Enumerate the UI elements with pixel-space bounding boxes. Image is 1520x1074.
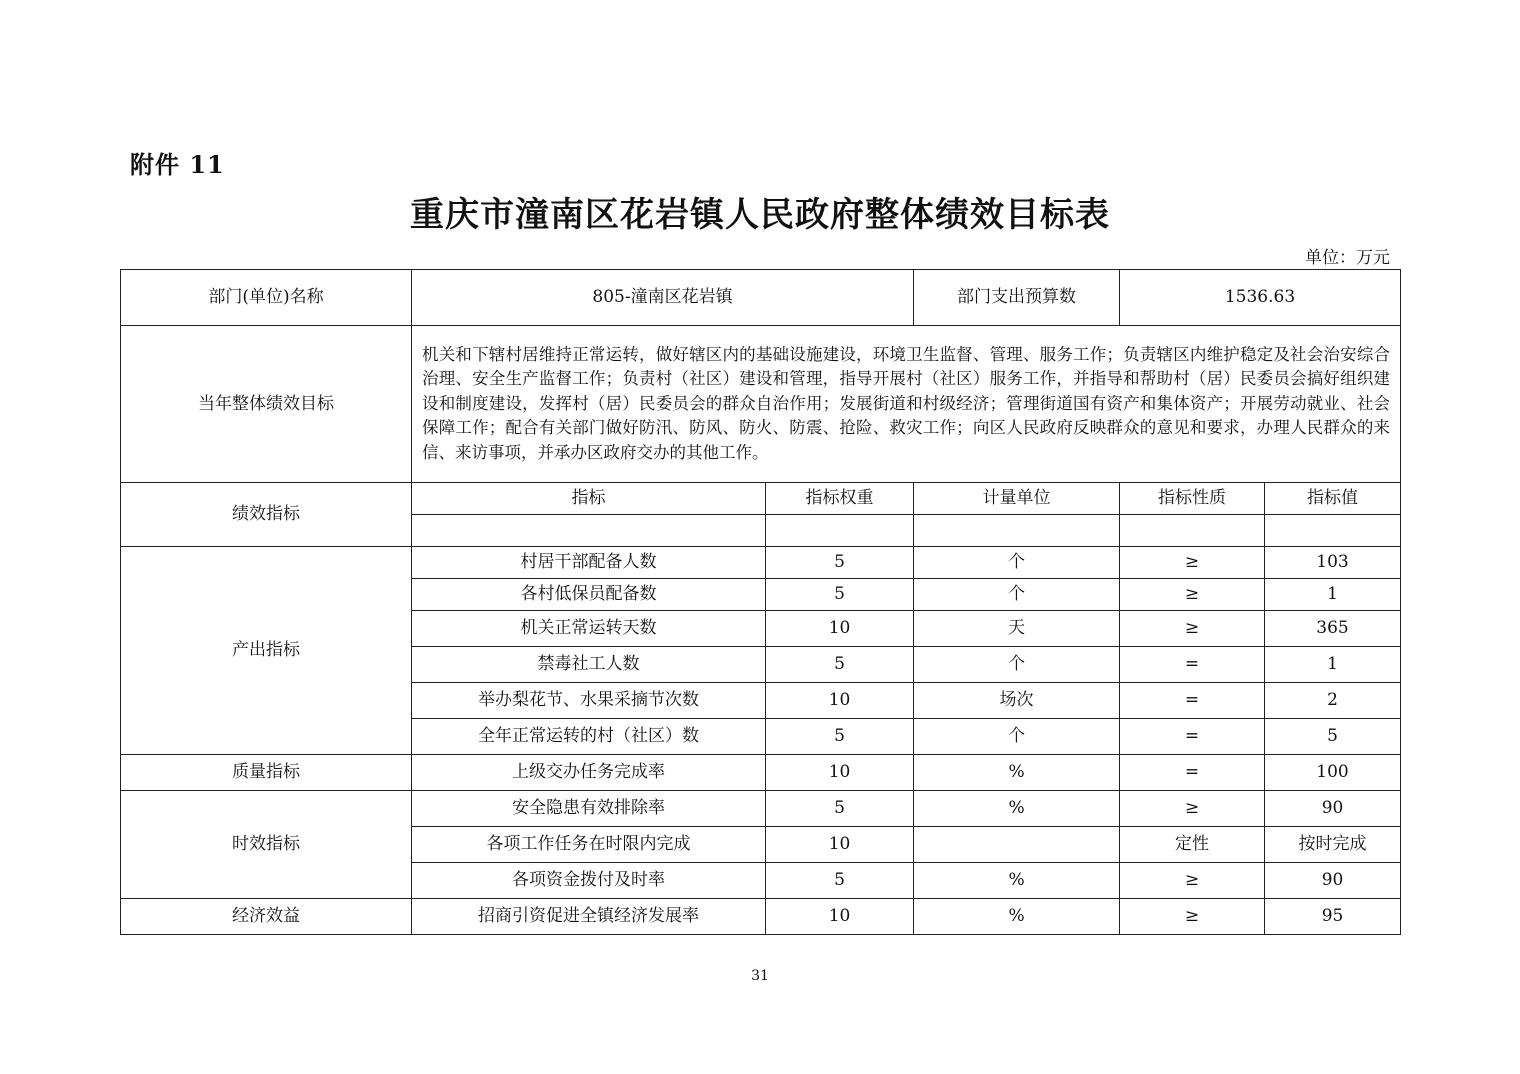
indicator-name: 各项资金拨付及时率 — [412, 863, 766, 899]
indicator-nature: = — [1120, 647, 1265, 683]
economic-category-label: 经济效益 — [121, 899, 412, 935]
indicator-nature: ≥ — [1120, 899, 1265, 935]
table-row — [121, 899, 1401, 935]
indicator-unit: % — [914, 755, 1120, 791]
indicator-nature: ≥ — [1120, 863, 1265, 899]
blank-cell — [412, 515, 766, 547]
indicator-unit: % — [914, 791, 1120, 827]
indicator-name: 安全隐患有效排除率 — [412, 791, 766, 827]
indicator-weight: 5 — [766, 579, 914, 611]
indicator-category-header: 绩效指标 — [121, 483, 412, 547]
indicator-name: 机关正常运转天数 — [412, 611, 766, 647]
indicator-weight: 10 — [766, 611, 914, 647]
indicator-name-header: 指标 — [412, 483, 766, 515]
indicator-value: 100 — [1265, 755, 1401, 791]
blank-cell — [1120, 515, 1265, 547]
indicator-weight: 10 — [766, 755, 914, 791]
indicator-unit-header: 计量单位 — [914, 483, 1120, 515]
indicator-weight: 5 — [766, 863, 914, 899]
indicator-header-row — [121, 483, 1401, 515]
indicator-name: 各项工作任务在时限内完成 — [412, 827, 766, 863]
table-row — [121, 547, 1401, 579]
indicator-value: 1 — [1265, 579, 1401, 611]
budget-value: 1536.63 — [1120, 270, 1401, 326]
indicator-unit: % — [914, 899, 1120, 935]
indicator-unit: % — [914, 863, 1120, 899]
indicator-nature: ≥ — [1120, 579, 1265, 611]
indicator-name: 村居干部配备人数 — [412, 547, 766, 579]
indicator-unit: 个 — [914, 579, 1120, 611]
unit-label: 单位：万元 — [1305, 248, 1390, 268]
indicator-unit: 场次 — [914, 683, 1120, 719]
goal-row — [121, 326, 1401, 483]
indicator-weight: 5 — [766, 791, 914, 827]
indicator-nature: ≥ — [1120, 547, 1265, 579]
goal-text: 机关和下辖村居维持正常运转，做好辖区内的基础设施建设，环境卫生监督、管理、服务工作；负责辖区内维护稳定及社会治安综合治理、安全生产监督工作；负责村（社区）建设和管理，指导开展村（社区）服务工作，并指导和帮助村（居）民委员会搞好组织建设和制度建设，发挥村（居）民委员会的群众自治作用；发展街道和村级经济；管理街道国有资产和集体资产；开展劳动就业、社会保障工作；配合有关部门做好防汛、防风、防火、防震、抢险、救灾工作；向区人民政府反映群众的意见和要求，办理人民群众的来信、来访事项，并承办区政府交办的其他工作。 — [412, 326, 1401, 483]
indicator-value-header: 指标值 — [1265, 483, 1401, 515]
table-row — [121, 755, 1401, 791]
indicator-value: 365 — [1265, 611, 1401, 647]
indicator-value: 95 — [1265, 899, 1401, 935]
budget-label: 部门支出预算数 — [914, 270, 1120, 326]
indicator-nature: ≥ — [1120, 791, 1265, 827]
indicator-value: 按时完成 — [1265, 827, 1401, 863]
indicator-name: 禁毒社工人数 — [412, 647, 766, 683]
attachment-label: 附件 11 — [130, 150, 225, 179]
indicator-weight: 10 — [766, 827, 914, 863]
blank-cell — [914, 515, 1120, 547]
indicator-name: 全年正常运转的村（社区）数 — [412, 719, 766, 755]
indicator-name: 招商引资促进全镇经济发展率 — [412, 899, 766, 935]
indicator-nature: = — [1120, 719, 1265, 755]
dept-info-row — [121, 270, 1401, 326]
indicator-unit: 个 — [914, 547, 1120, 579]
table-row — [121, 791, 1401, 827]
indicator-weight: 5 — [766, 547, 914, 579]
timeliness-category-label: 时效指标 — [121, 791, 412, 899]
indicator-weight: 10 — [766, 683, 914, 719]
indicator-weight: 5 — [766, 719, 914, 755]
indicator-weight: 5 — [766, 647, 914, 683]
indicator-name: 各村低保员配备数 — [412, 579, 766, 611]
indicator-name: 举办梨花节、水果采摘节次数 — [412, 683, 766, 719]
indicator-name: 上级交办任务完成率 — [412, 755, 766, 791]
indicator-unit: 天 — [914, 611, 1120, 647]
indicator-weight-header: 指标权重 — [766, 483, 914, 515]
indicator-value: 5 — [1265, 719, 1401, 755]
page-number: 31 — [751, 968, 769, 984]
indicator-value: 90 — [1265, 791, 1401, 827]
quality-category-label: 质量指标 — [121, 755, 412, 791]
indicator-unit: 个 — [914, 719, 1120, 755]
indicator-nature-header: 指标性质 — [1120, 483, 1265, 515]
dept-name-label: 部门(单位)名称 — [121, 270, 412, 326]
indicator-nature: = — [1120, 683, 1265, 719]
indicator-value: 1 — [1265, 647, 1401, 683]
output-category-label: 产出指标 — [121, 547, 412, 755]
indicator-value: 90 — [1265, 863, 1401, 899]
goal-label: 当年整体绩效目标 — [121, 326, 412, 483]
indicator-nature: = — [1120, 755, 1265, 791]
blank-cell — [766, 515, 914, 547]
dept-name-value: 805-潼南区花岩镇 — [412, 270, 914, 326]
indicator-unit — [914, 827, 1120, 863]
indicator-nature: 定性 — [1120, 827, 1265, 863]
page-title: 重庆市潼南区花岩镇人民政府整体绩效目标表 — [410, 195, 1110, 235]
indicator-value: 103 — [1265, 547, 1401, 579]
indicator-unit: 个 — [914, 647, 1120, 683]
indicator-weight: 10 — [766, 899, 914, 935]
indicator-nature: ≥ — [1120, 611, 1265, 647]
blank-cell — [1265, 515, 1401, 547]
indicator-value: 2 — [1265, 683, 1401, 719]
performance-table — [120, 269, 1401, 935]
